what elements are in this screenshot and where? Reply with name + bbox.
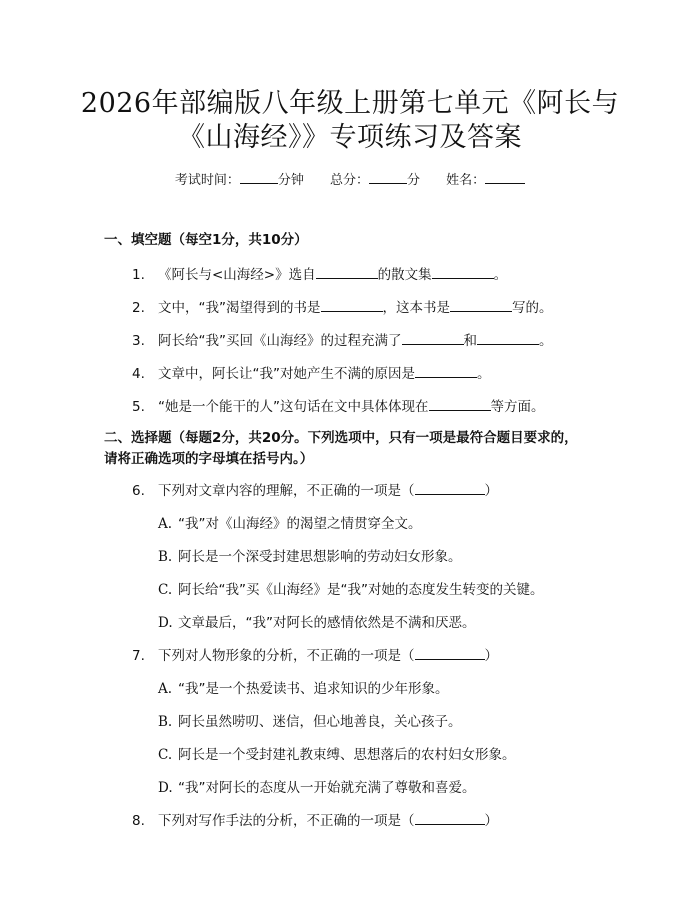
option-6d: D. 文章最后，“我”对阿长的感情依然是不满和厌恶。 <box>158 615 476 631</box>
time-unit: 分钟 <box>277 173 304 188</box>
option-6a: A. “我”对《山海经》的渴望之情贯穿全文。 <box>158 516 422 532</box>
answer-blank <box>432 266 494 279</box>
answer-blank <box>402 332 464 345</box>
question-3: 3. 阿长给“我”买回《山海经》的过程充满了 和 。 <box>132 333 553 349</box>
answer-blank <box>316 266 378 279</box>
question-4: 4. 文章中，阿长让“我”对她产生不满的原因是 。 <box>132 366 491 382</box>
option-7b: B. 阿长虽然唠叨、迷信，但心地善良，关心孩子。 <box>158 714 462 730</box>
answer-blank <box>450 299 512 312</box>
score-blank <box>369 171 407 184</box>
answer-blank <box>429 398 491 411</box>
option-6c: C. 阿长给“我”买《山海经》是“我”对她的态度发生转变的关键。 <box>158 582 544 598</box>
question-2: 2. 文中，“我”渴望得到的书是 ，这本书是 写的。 <box>132 300 553 316</box>
option-7d: D. “我”对阿长的态度从一开始就充满了尊敬和喜爱。 <box>158 780 476 796</box>
page-title-line-1: 2026年部编版八年级上册第七单元《阿长与 <box>80 88 620 119</box>
time-label: 考试时间： <box>174 173 240 188</box>
answer-blank <box>415 482 485 495</box>
page-title-line-2: 《山海经》》专项练习及答案 <box>178 122 522 153</box>
score-unit: 分 <box>407 173 421 188</box>
answer-blank <box>415 812 485 825</box>
question-1: 1. 《阿长与<山海经>》选自 的散文集 。 <box>132 267 508 283</box>
question-7: 7. 下列对人物形象的分析，不正确的一项是（ ） <box>132 648 498 664</box>
time-blank <box>240 171 278 184</box>
section-heading-choice: 二、选择题（每题2分，共20分。下列选项中，只有一项是最符合题目要求的， 请将正确选项的字母填在括号内。） <box>104 430 578 467</box>
section-heading-fill-in: 一、填空题（每空1分，共10分） <box>104 232 308 248</box>
answer-blank <box>415 647 485 660</box>
question-6: 6. 下列对文章内容的理解，不正确的一项是（ ） <box>132 483 498 499</box>
name-blank <box>485 171 525 184</box>
answer-blank <box>477 332 539 345</box>
option-7c: C. 阿长是一个受封建礼教束缚、思想落后的农村妇女形象。 <box>158 747 516 763</box>
exam-meta <box>0 169 700 188</box>
answer-blank <box>321 299 383 312</box>
question-5: 5. “她是一个能干的人”这句话在文中具体体现在 等方面。 <box>132 399 545 415</box>
score-label: 总分： <box>329 173 369 188</box>
question-8: 8. 下列对写作手法的分析，不正确的一项是（ ） <box>132 813 498 829</box>
option-7a: A. “我”是一个热爱读书、追求知识的少年形象。 <box>158 681 449 697</box>
option-6b: B. 阿长是一个深受封建思想影响的劳动妇女形象。 <box>158 549 462 565</box>
answer-blank <box>415 365 477 378</box>
name-label: 姓名： <box>446 173 486 188</box>
